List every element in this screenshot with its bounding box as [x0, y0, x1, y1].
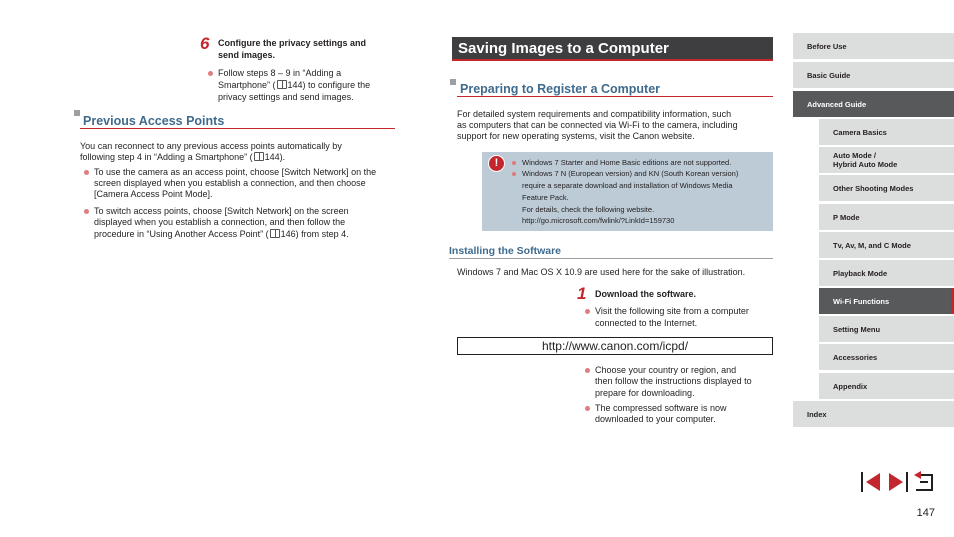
sidebar-item-accessories[interactable]	[819, 344, 954, 370]
caution-icon-glyph: !	[494, 157, 499, 169]
page-link[interactable]: 144).	[264, 152, 286, 162]
url-box	[457, 337, 773, 355]
step-title: Download the software.	[595, 289, 697, 299]
step-title-line: Configure the privacy settings and	[218, 38, 367, 48]
bullet-item	[595, 365, 736, 377]
bullet-icon	[84, 170, 89, 175]
step-title-line: send images.	[218, 50, 276, 60]
note-bullet	[522, 168, 738, 180]
download-url[interactable]: http://www.canon.com/icpd/	[541, 339, 689, 353]
sidebar-item-label: Setting Menu	[833, 324, 881, 334]
page-link[interactable]: 146) from step 4.	[280, 229, 349, 239]
sidebar-item-setting-menu[interactable]	[819, 316, 954, 342]
sidebar-item-tv-av-m-c[interactable]	[819, 232, 954, 258]
bullet-icon	[512, 172, 516, 176]
sidebar-item-label: Tv, Av, M, and C Mode	[833, 240, 911, 250]
sidebar-item-label	[833, 151, 897, 169]
section-rule	[80, 128, 395, 129]
subsection-rule	[449, 258, 773, 259]
intro-text	[80, 152, 285, 164]
bullet-item	[218, 68, 341, 80]
body-text: as computers that can be connected via Wi-Fi to the camera, including	[457, 120, 738, 130]
caution-note-box	[482, 152, 773, 231]
bullet-text: Follow steps 8 – 9 in “Adding a	[218, 68, 342, 78]
bullet-text-line: privacy settings and send images.	[218, 92, 354, 102]
subsection-heading: Installing the Software	[449, 245, 562, 257]
bullet-item	[94, 167, 376, 179]
sidebar-item-label: Appendix	[833, 381, 868, 391]
page-title-bar	[452, 37, 773, 61]
sidebar-item-before-use[interactable]	[793, 33, 954, 59]
sidebar-item-playback-mode[interactable]	[819, 260, 954, 286]
sidebar-item-auto-mode[interactable]	[819, 147, 954, 173]
bullet-text-line	[94, 229, 349, 241]
intro-text-part: following step 4 in “Adding a Smartphone” (	[80, 152, 253, 162]
note-link[interactable]: http://go.microsoft.com/fwlink/?LinkId=159730	[522, 216, 675, 225]
sidebar-item-label: Before Use	[807, 41, 847, 51]
bullet-text-line: displayed when you establish a connection, and then follow the	[94, 217, 346, 227]
bullet-item	[94, 206, 349, 218]
note-bullet	[522, 157, 731, 169]
book-icon	[277, 80, 287, 89]
bullet-icon	[512, 161, 516, 165]
section-marker-icon	[74, 110, 80, 116]
bullet-text: Visit the following site from a computer	[595, 306, 749, 316]
sidebar-item-camera-basics[interactable]	[819, 119, 954, 145]
sidebar-item-index[interactable]	[793, 401, 954, 427]
bullet-icon	[585, 309, 590, 314]
bullet-text: procedure in “Using Another Access Point” (	[94, 229, 269, 239]
sidebar-item-other-shooting-modes[interactable]	[819, 175, 954, 201]
bullet-text-line: then follow the instructions displayed to	[595, 376, 752, 386]
bullet-text: The compressed software is now	[595, 403, 727, 413]
section-heading: Previous Access Points	[83, 114, 225, 128]
bullet-text-line: connected to the Internet.	[595, 318, 698, 328]
sidebar-item-label: Advanced Guide	[807, 99, 867, 109]
sidebar-item-wifi-functions[interactable]	[819, 288, 954, 314]
intro-text: You can reconnect to any previous access points automatically by	[80, 141, 342, 151]
bullet-text: To use the camera as an access point, choose [Switch Network] on the	[94, 167, 377, 177]
book-icon	[270, 229, 280, 238]
bullet-text: Smartphone” (	[218, 80, 276, 90]
bullet-icon	[585, 406, 590, 411]
page-navigation	[860, 471, 935, 493]
sidebar-item-basic-guide[interactable]	[793, 62, 954, 88]
step-number: 1	[577, 284, 587, 303]
sidebar-item-label-line: Auto Mode /	[833, 151, 876, 160]
sidebar-item-label: Accessories	[833, 352, 878, 362]
bullet-text-line: prepare for downloading.	[595, 388, 695, 398]
bullet-text-line: [Camera Access Point Mode].	[94, 189, 213, 199]
sidebar-item-label-line: Hybrid Auto Mode	[833, 160, 898, 169]
next-page-icon[interactable]	[887, 471, 909, 493]
bullet-text: Choose your country or region, and	[595, 365, 737, 375]
note-text: Windows 7 Starter and Home Basic editions are not supported.	[522, 158, 732, 167]
sidebar-item-p-mode[interactable]	[819, 204, 954, 230]
sidebar-item-label: Camera Basics	[833, 127, 887, 137]
bullet-text-line: downloaded to your computer.	[595, 414, 716, 424]
sidebar-item-appendix[interactable]	[819, 373, 954, 399]
note-text: Windows 7 N (European version) and KN (South Korean version)	[522, 169, 739, 178]
bullet-icon	[208, 71, 213, 76]
section-heading: Preparing to Register a Computer	[460, 82, 661, 96]
step-number: 6	[200, 34, 210, 53]
note-text-line: For details, check the following website.	[522, 205, 655, 214]
return-icon[interactable]	[912, 471, 935, 493]
sidebar-item-label: Playback Mode	[833, 268, 888, 278]
book-icon	[254, 152, 264, 161]
caution-icon	[488, 155, 505, 172]
body-text: For detailed system requirements and compatibility information, such	[457, 109, 732, 119]
note-text-line: Feature Pack.	[522, 193, 569, 202]
section-rule	[457, 96, 773, 97]
body-text: Windows 7 and Mac OS X 10.9 are used here for the sake of illustration.	[457, 267, 746, 277]
bullet-text: To switch access points, choose [Switch Network] on the screen	[94, 206, 349, 216]
page-number: 147	[916, 507, 935, 519]
bullet-icon	[585, 368, 590, 373]
bullet-icon	[84, 209, 89, 214]
sidebar-item-advanced-guide[interactable]	[793, 91, 954, 117]
bullet-text-line	[218, 80, 370, 92]
sidebar-item-label: Index	[807, 409, 827, 419]
sidebar-item-label: Wi-Fi Functions	[833, 296, 890, 306]
page-title: Saving Images to a Computer	[458, 40, 669, 57]
section-marker-icon	[450, 79, 456, 85]
note-text-line: require a separate download and installation of Windows Media	[522, 181, 733, 190]
previous-page-icon[interactable]	[860, 471, 882, 493]
bullet-item	[595, 306, 749, 318]
sidebar-item-label: P Mode	[833, 212, 860, 222]
body-text: support for new operating systems, visit the Canon website.	[457, 131, 695, 141]
sidebar-item-label: Other Shooting Modes	[833, 183, 914, 193]
sidebar-item-label: Basic Guide	[807, 70, 851, 80]
bullet-item	[595, 403, 727, 415]
page-link[interactable]: 144) to configure the	[287, 80, 371, 90]
bullet-text-line: screen displayed when you establish a connection, and then choose	[94, 178, 366, 188]
